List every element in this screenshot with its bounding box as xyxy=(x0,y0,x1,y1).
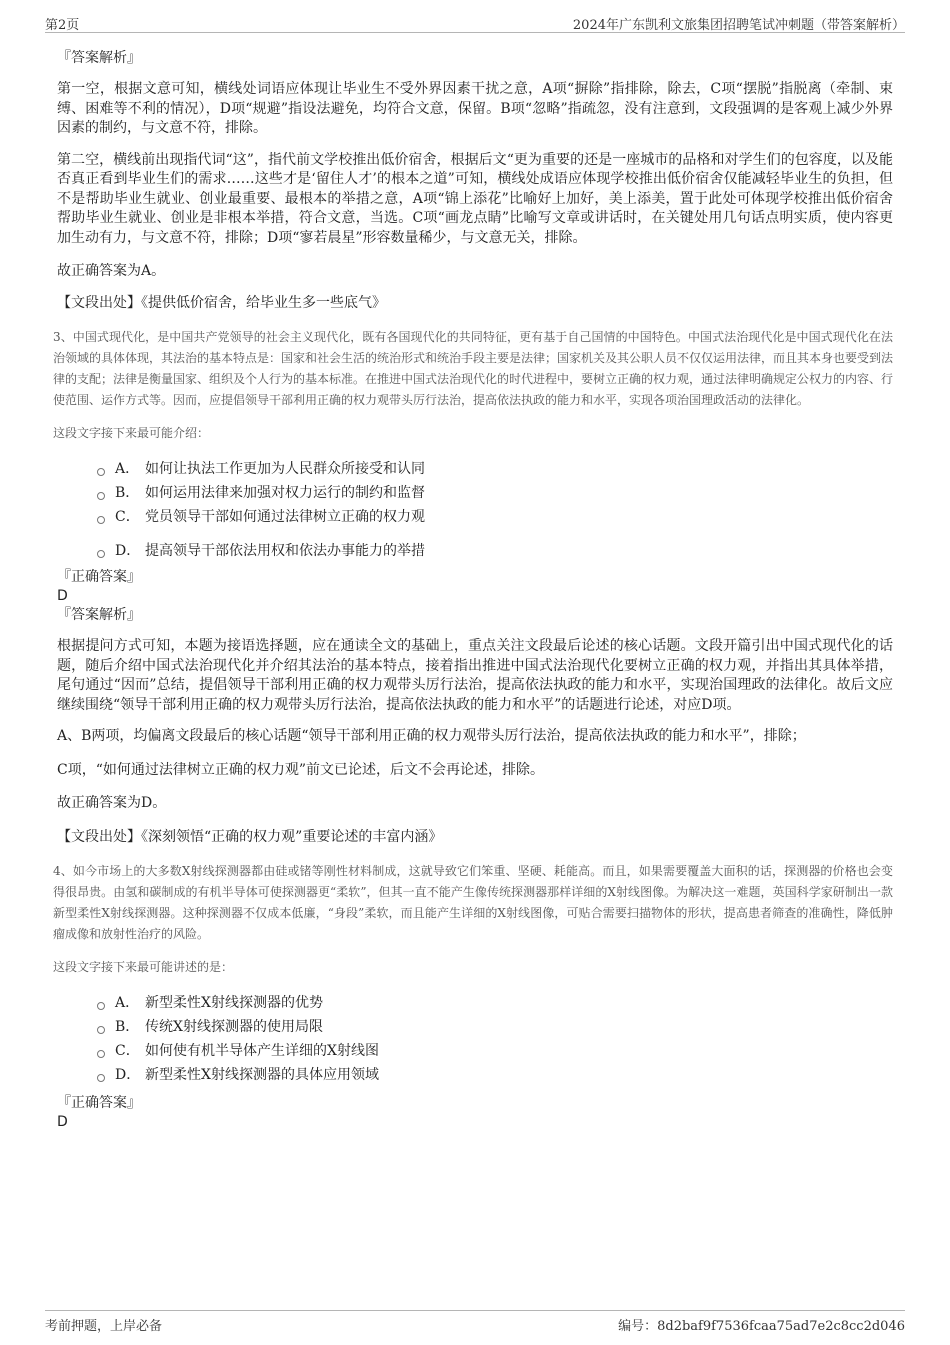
option-text: 新型柔性X射线探测器的具体应用领域 xyxy=(145,1067,379,1083)
page-content xyxy=(53,46,894,1131)
q4-option-d[interactable]: D． 新型柔性X射线探测器的具体应用领域 xyxy=(97,1063,893,1087)
q4-stem: 4、如今市场上的大多数X射线探测器都由硅或锗等刚性材料制成，这就导致它们笨重、坚硬、耗能高。而且，如果需要覆盖大面积的话，探测器的价格也会变得很昂贵。由氢和碳制成的有机半导体可使探测器更“柔软”，但其一直不能产生像传统探测器那样详细的X射线图像。为解决这一难题，英国科学家研制出一款新型柔性X射线探测器。这种探测器不仅成本低廉，“身段”柔软，而且能产生详细的X射线图像，可贴合需要扫描物体的形状，提高患者筛查的准确性，降低肿瘤成像和放射性治疗的风险。 xyxy=(53,864,893,941)
q3-option-d[interactable]: D． 提高领导干部依法用权和依法办事能力的举措 xyxy=(97,539,893,563)
option-text: 传统X射线探测器的使用局限 xyxy=(145,1019,323,1035)
page-header xyxy=(45,12,905,33)
radio-icon[interactable] xyxy=(97,550,105,558)
q2-analysis-label: 『答案解析』 xyxy=(57,50,141,66)
footer-slogan: 考前押题，上岸必备 xyxy=(45,1319,163,1334)
radio-icon[interactable] xyxy=(97,1050,105,1058)
option-text: 新型柔性X射线探测器的优势 xyxy=(145,995,323,1011)
document-code: 编号：8d2baf9f7536fcaa75ad7e2c8cc2d046 xyxy=(618,1319,905,1334)
q4-option-b[interactable]: B． 传统X射线探测器的使用局限 xyxy=(97,1015,893,1039)
q4-options xyxy=(97,991,893,1087)
q2-conclusion: 故正确答案为A。 xyxy=(57,263,166,279)
q4-answer: D xyxy=(57,1114,68,1130)
page-footer xyxy=(45,1310,905,1335)
q3-analysis-label: 『答案解析』 xyxy=(57,607,141,623)
q3-question: 这段文字接下来最可能介绍： xyxy=(53,426,210,440)
radio-icon[interactable] xyxy=(97,492,105,500)
document-title: 2024年广东凯利文旅集团招聘笔试冲刺题（带答案解析） xyxy=(572,18,905,33)
q3-answer-label: 『正确答案』 xyxy=(57,569,141,585)
q3-analysis-para-1: 根据提问方式可知，本题为接语选择题，应在通读全文的基础上，重点关注文段最后论述的核心话题。文段开篇引出中国式现代化的话题，随后介绍中国式法治现代化并介绍其法治的基本特点，接着指出推进中国式法治现代化要树立正确的权力观，并指出其具体举措，尾句通过“因而”总结，提倡领导干部利用正确的权力观带头厉行法治，提高依法执政的能力和水平，实现治国理政的法律化。故后文应继续围绕“领导干部利用正确的权力观带头厉行法治，提高依法执政的能力和水平”的话题进行论述，对应D项。 xyxy=(57,638,893,713)
q3-source: 【文段出处】《深刻领悟“正确的权力观”重要论述的丰富内涵》 xyxy=(57,828,443,845)
q3-analysis-para-3: C项，“如何通过法律树立正确的权力观”前文已论述，后文不会再论述，排除。 xyxy=(57,761,545,778)
q4-answer-label: 『正确答案』 xyxy=(57,1095,141,1111)
q3-conclusion: 故正确答案为D。 xyxy=(57,795,167,811)
q3-answer: D xyxy=(57,588,68,604)
q4-option-c[interactable]: C． 如何使有机半导体产生详细的X射线图 xyxy=(97,1039,893,1063)
q3-analysis-para-2: A、B两项，均偏离文段最后的核心话题“领导干部利用正确的权力观带头厉行法治，提高依法执政的能力和水平”，排除； xyxy=(57,728,806,744)
q2-analysis-para-1: 第一空，根据文意可知，横线处词语应体现让毕业生不受外界因素干扰之意，A项“摒除”指排除，除去，C项“摆脱”指脱离（牵制、束缚、困难等不利的情况），D项“规避”指设法避免，均符合文意，保留。B项“忽略”指疏忽，没有注意到，文段强调的是客观上减少外界因素的制约，与文意不符，排除。 xyxy=(57,81,893,136)
option-text: 如何让执法工作更加为人民群众所接受和认同 xyxy=(145,461,425,477)
option-text: 党员领导干部如何通过法律树立正确的权力观 xyxy=(145,509,425,525)
radio-icon[interactable] xyxy=(97,468,105,476)
q4-option-a[interactable]: A． 新型柔性X射线探测器的优势 xyxy=(97,991,893,1015)
radio-icon[interactable] xyxy=(97,1074,105,1082)
q3-option-b[interactable]: B． 如何运用法律来加强对权力运行的制约和监督 xyxy=(97,481,893,505)
radio-icon[interactable] xyxy=(97,1026,105,1034)
option-text: 提高领导干部依法用权和依法办事能力的举措 xyxy=(145,543,425,559)
radio-icon[interactable] xyxy=(97,516,105,524)
q4-question: 这段文字接下来最可能讲述的是： xyxy=(53,960,234,974)
option-text: 如何运用法律来加强对权力运行的制约和监督 xyxy=(145,485,425,501)
q2-analysis-para-2: 第二空，横线前出现指代词“这”，指代前文学校推出低价宿舍，根据后文“更为重要的还是一座城市的品格和对学生们的包容度，以及能否真正看到毕业生们的需求……这些才是‘留住人才’的根本之道”可知，横线处成语应体现学校推出低价宿舍仅能减轻毕业生的负担，但不是帮助毕业生就业、创业最重要、最根本的举措之意，A项“锦上添花”比喻好上加好，美上添美，置于此处可体现学校推出低价宿舍帮助毕业生就业、创业是非根本举措，符合文意，当选。C项“画龙点睛”比喻写文章或讲话时，在关键处用几句话点明实质，使内容更加生动有力，与文意不符，排除；D项“寥若晨星”形容数量稀少，与文意无关，排除。 xyxy=(57,151,893,246)
radio-icon[interactable] xyxy=(97,1002,105,1010)
q2-source: 【文段出处】《提供低价宿舍，给毕业生多一些底气》 xyxy=(57,294,386,311)
q3-stem: 3、中国式现代化，是中国共产党领导的社会主义现代化，既有各国现代化的共同特征，更有基于自己国情的中国特色。中国式法治现代化是中国式现代化在法治领域的具体体现，其法治的基本特点是：国家和社会生活的统治形式和统治手段主要是法律；国家机关及其公职人员不仅仅运用法律，而且其本身也要受到法律的支配；法律是衡量国家、组织及个人行为的基本标准。在推进中国式法治现代化的时代进程中，要树立正确的权力观，通过法律明确规定公权力的内容、行使范围、运作方式等。因而，应提倡领导干部利用正确的权力观带头厉行法治，提高依法执政的能力和水平，实现各项治国理政活动的法律化。 xyxy=(53,330,894,407)
page-number: 第2页 xyxy=(45,18,80,33)
option-text: 如何使有机半导体产生详细的X射线图 xyxy=(145,1043,379,1059)
q3-options xyxy=(97,457,893,563)
q3-option-a[interactable]: A． 如何让执法工作更加为人民群众所接受和认同 xyxy=(97,457,893,481)
q3-option-c[interactable]: C． 党员领导干部如何通过法律树立正确的权力观 xyxy=(97,505,893,529)
